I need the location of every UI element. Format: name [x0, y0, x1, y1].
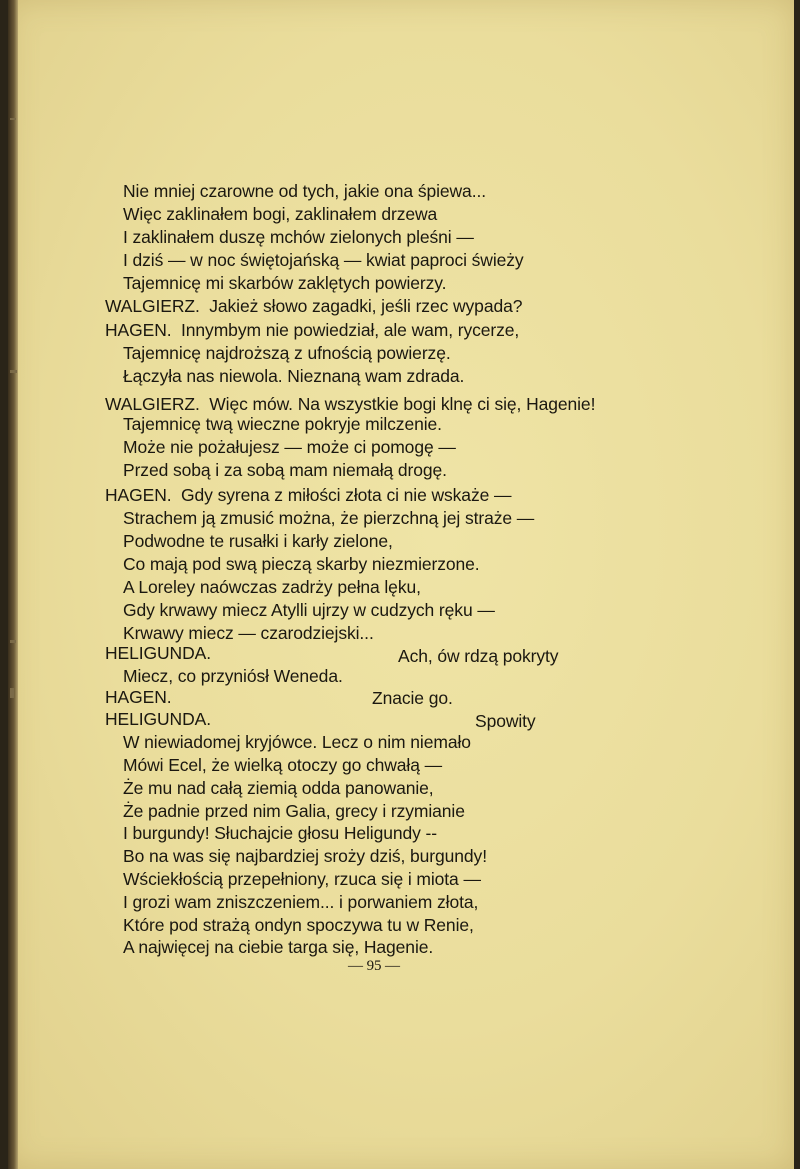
speaker-line	[105, 295, 522, 317]
verse-line: A Loreley naówczas zadrży pełna lęku,	[123, 577, 421, 597]
verse-line: Nie mniej czarowne od tych, jakie ona śpiewa...	[123, 181, 486, 201]
verse-line: Więc zaklinałem bogi, zaklinałem drzewa	[123, 204, 438, 224]
dialogue-text: Ach, ów rdzą pokryty	[398, 646, 559, 666]
page-text	[8, 0, 794, 1169]
page-number: — 95 —	[348, 958, 400, 974]
verse-line: Mówi Ecel, że wielką otoczy go chwałą —	[123, 755, 443, 775]
verse-line: I grozi wam zniszczeniem... i porwaniem złota,	[123, 892, 479, 912]
speaker-name: WALGIERZ.	[105, 296, 200, 316]
dialogue-text: Więc mów. Na wszystkie bogi klnę ci się, Hagenie!	[209, 394, 596, 414]
verse-line: Gdy krwawy miecz Atylli ujrzy w cudzych ręku —	[123, 600, 495, 620]
speaker-name: HAGEN.	[105, 320, 172, 340]
verse-line: Krwawy miecz — czarodziejski...	[123, 623, 374, 643]
verse-line: Podwodne te rusałki i karły zielone,	[123, 531, 393, 551]
speaker-name: HAGEN.	[105, 687, 172, 707]
verse-line: Tajemnicę twą wieczne pokryje milczenie.	[123, 414, 442, 434]
verse-line: Bo na was się najbardziej sroży dziś, burgundy!	[123, 846, 487, 866]
speaker-line	[105, 484, 511, 506]
verse-line: Strachem ją zmusić można, że pierzchną jej straże —	[123, 508, 535, 528]
verse-line: Przed sobą i za sobą mam niemałą drogę.	[123, 460, 447, 480]
verse-line: Łączyła nas niewola. Nieznaną wam zdrada.	[123, 366, 465, 386]
verse-line: Co mają pod swą pieczą skarby niezmierzone.	[123, 554, 480, 574]
speaker-name: HELIGUNDA.	[105, 709, 211, 729]
verse-line: Że mu nad całą ziemią odda panowanie,	[123, 778, 434, 798]
speaker-line	[105, 393, 595, 415]
verse-line: Miecz, co przyniósł Weneda.	[123, 666, 343, 686]
verse-line: Że padnie przed nim Galia, grecy i rzymianie	[123, 801, 465, 821]
dialogue-text: Znacie go.	[372, 688, 453, 708]
book-page	[8, 0, 794, 1169]
speaker-name: HAGEN.	[105, 485, 172, 505]
dialogue-text: Jakież słowo zagadki, jeśli rzec wypada?	[209, 296, 523, 316]
speaker-line	[105, 319, 519, 341]
dialogue-text: Innymbym nie powiedział, ale wam, rycerze,	[181, 320, 520, 340]
speaker-name: WALGIERZ.	[105, 394, 200, 414]
speaker-name: HELIGUNDA.	[105, 643, 211, 663]
dialogue-text: Spowity	[475, 711, 536, 731]
verse-line: Które pod strażą ondyn spoczywa tu w Renie,	[123, 915, 474, 935]
verse-line: Tajemnicę mi skarbów zaklętych powierzy.	[123, 273, 447, 293]
verse-line: A najwięcej na ciebie targa się, Hagenie.	[123, 937, 434, 957]
verse-line: Może nie pożałujesz — może ci pomogę —	[123, 437, 456, 457]
verse-line: I zaklinałem duszę mchów zielonych pleśni —	[123, 227, 474, 247]
verse-line: I dziś — w noc świętojańską — kwiat paproci świeży	[123, 250, 524, 270]
verse-line: Wściekłością przepełniony, rzuca się i miota —	[123, 869, 481, 889]
dialogue-text: Gdy syrena z miłości złota ci nie wskaże —	[181, 485, 512, 505]
verse-line: I burgundy! Słuchajcie głosu Heligundy --	[123, 823, 437, 843]
verse-line: W niewiadomej kryjówce. Lecz o nim niemało	[123, 732, 471, 752]
verse-line: Tajemnicę najdroższą z ufnością powierzę.	[123, 343, 451, 363]
